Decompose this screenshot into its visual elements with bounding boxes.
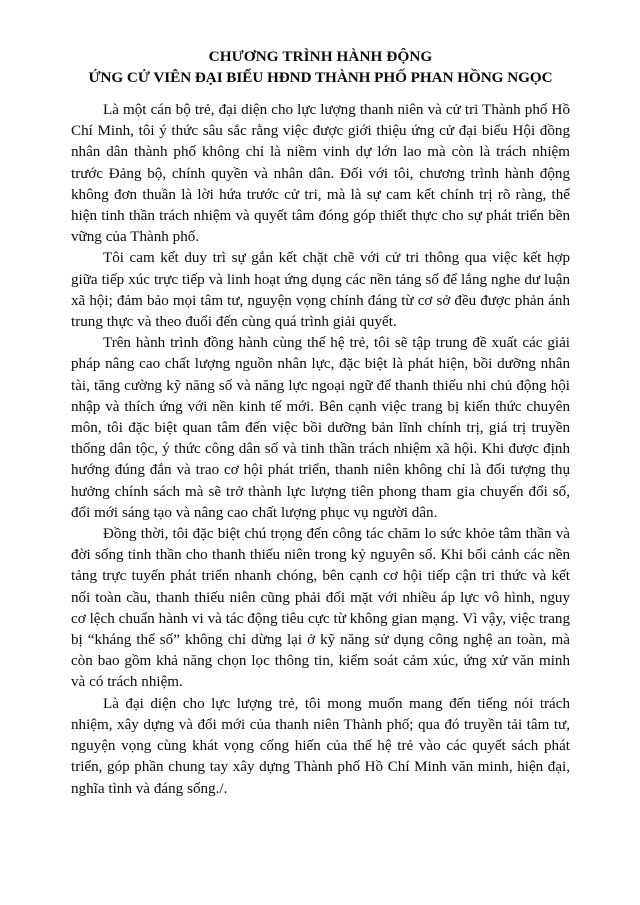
title-line-primary: CHƯƠNG TRÌNH HÀNH ĐỘNG bbox=[208, 48, 433, 65]
body-paragraph-1: Là một cán bộ trẻ, đại diện cho lực lượng thanh niên và cử tri Thành phố Hồ Chí Minh, tôi ý thức sâu sắc rằng việc được giới thiệu ứng cử đại biểu Hội đồng nhân dân thành phố không chỉ là niềm vinh dự lớn lao mà còn là trách nhiệm trước Đảng bộ, chính quyền và nhân dân. Đối với tôi, chương trình hành động không đơn thuần là lời hứa trước cử tri, mà là sự cam kết chính trị rõ ràng, thể hiện tinh thần trách nhiệm và quyết tâm đóng góp thiết thực cho sự phát triển bền vững của Thành phố. bbox=[71, 102, 570, 246]
title-line-secondary: ỨNG CỬ VIÊN ĐẠI BIỂU HĐND THÀNH PHỐ PHAN HỒNG NGỌC bbox=[88, 69, 553, 86]
body-paragraph-2: Tôi cam kết duy trì sự gắn kết chặt chẽ với cử tri thông qua việc kết hợp giữa tiếp xúc trực tiếp và linh hoạt ứng dụng các nền tảng số để lắng nghe dư luận xã hội; đảm bảo mọi tâm tư, nguyện vọng chính đáng từ cơ sở đều được phản ánh trung thực và theo đuổi đến cùng quá trình giải quyết. bbox=[71, 250, 570, 331]
body-paragraph-5: Là đại diện cho lực lượng trẻ, tôi mong muốn mang đến tiếng nói trách nhiệm, xây dựng và đổi mới của thanh niên Thành phố; qua đó truyền tải tâm tư, nguyện vọng cùng khát vọng cống hiến của thế hệ trẻ vào các quyết sách phát triển, góp phần chung tay xây dựng Thành phố Hồ Chí Minh văn minh, hiện đại, nghĩa tình và đáng sống./. bbox=[71, 695, 570, 797]
document-content bbox=[71, 0, 570, 800]
body-paragraph-3: Trên hành trình đồng hành cùng thế hệ trẻ, tôi sẽ tập trung đề xuất các giải pháp nâng cao chất lượng nguồn nhân lực, đặc biệt là phát hiện, bồi dưỡng nhân tài, tăng cường kỹ năng số và năng lực ngoại ngữ để thanh thiếu nhi chủ động hội nhập và thích ứng với nền kinh tế mới. Bên cạnh việc trang bị kiến thức chuyên môn, tôi đặc biệt quan tâm đến việc bồi dưỡng bản lĩnh chính trị, giá trị truyền thống dân tộc, ý thức công dân số và tinh thần trách nhiệm xã hội. Khi được định hướng đúng đắn và trao cơ hội phát triển, thanh niên không chỉ là đối tượng thụ hưởng chính sách mà sẽ trở thành lực lượng tiên phong tham gia chuyển đổi số, đổi mới sáng tạo và nâng cao chất lượng phục vụ người dân. bbox=[71, 335, 570, 521]
body-paragraph-4: Đồng thời, tôi đặc biệt chú trọng đến công tác chăm lo sức khỏe tâm thần và đời sống tinh thần cho thanh thiếu niên trong kỷ nguyên số. Khi bối cảnh các nền tảng trực tuyến phát triển nhanh chóng, bên cạnh cơ hội tiếp cận tri thức và kết nối toàn cầu, thanh thiếu niên cũng phải đối mặt với nhiều áp lực vô hình, nguy cơ lệch chuẩn hành vi và tác động tiêu cực từ không gian mạng. Vì vậy, việc trang bị “kháng thể số” không chỉ dừng lại ở kỹ năng sử dụng công nghệ an toàn, mà còn bao gồm khả năng chọn lọc thông tin, kiểm soát cảm xúc, ứng xử văn minh và có trách nhiệm. bbox=[71, 526, 570, 691]
document-title bbox=[71, 0, 570, 88]
